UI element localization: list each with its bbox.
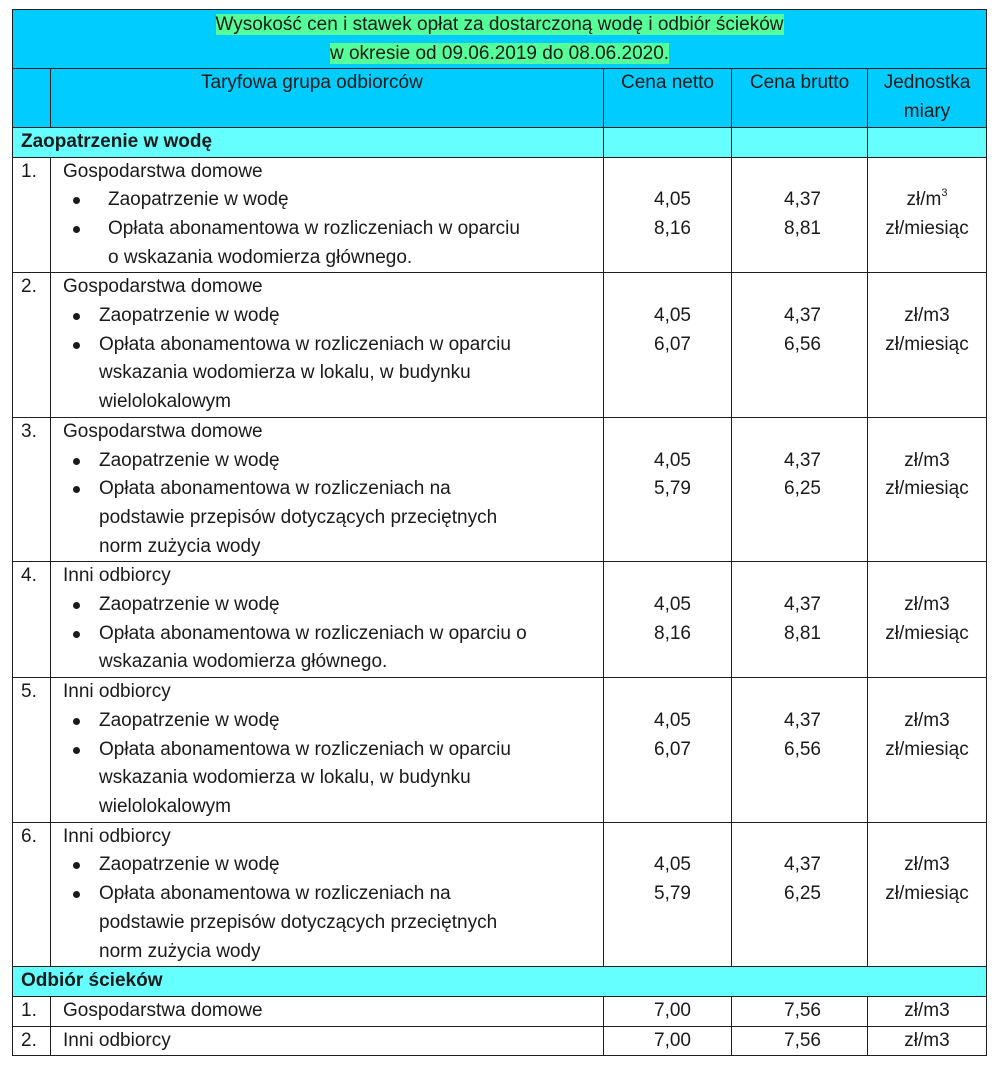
price-gross-line-2: 6,56 — [784, 333, 821, 355]
table-title-row — [13, 10, 987, 69]
charge-item-subscription-line: Opłata abonamentowa w rozliczeniach na — [99, 883, 451, 905]
customer-group-text: Gospodarstwa domowe — [63, 999, 263, 1021]
price-gross-line-1: 4,37 — [784, 594, 821, 616]
charge-item-water — [63, 186, 603, 215]
price-net-line-2: 5,79 — [654, 883, 691, 905]
price-net — [604, 417, 732, 562]
unit-line-1 — [868, 302, 986, 331]
section-header-sewage — [13, 967, 987, 997]
charge-item-subscription-line: Opłata abonamentowa w rozliczeniach w oparciu o — [99, 622, 527, 644]
header-net: Cena netto — [604, 69, 732, 127]
charge-list — [63, 591, 603, 677]
header-group: Taryfowa grupa odbiorców — [51, 69, 604, 127]
price-gross-line-1: 4,37 — [784, 709, 821, 731]
price-gross-line-2: 6,56 — [784, 738, 821, 760]
row-number-text: 2. — [21, 276, 37, 298]
price-net-line-1: 4,05 — [654, 449, 691, 471]
unit-of-measure — [868, 678, 987, 823]
row-number — [13, 678, 51, 823]
customer-group: Gospodarstwa domowe — [63, 160, 263, 182]
table-row — [13, 417, 987, 562]
charge-list — [63, 707, 603, 822]
price-net-line-1: 4,05 — [654, 305, 691, 327]
unit-line-1 — [868, 591, 986, 620]
column-header-row — [13, 69, 987, 127]
charge-item-subscription-line: Opłata abonamentowa w rozliczeniach w oparciu — [99, 738, 511, 760]
table-row — [13, 822, 987, 967]
charge-item-subscription — [63, 620, 603, 677]
row-description — [51, 562, 604, 678]
charge-item-subscription-line: wskazania wodomierza w lokalu, w budynku — [99, 767, 471, 789]
row-number — [13, 562, 51, 678]
unit-line-1 — [868, 707, 986, 736]
unit-line-2: zł/miesiąc — [885, 217, 969, 239]
header-unit-line-2: miary — [903, 101, 951, 123]
tariff-table — [12, 9, 987, 1056]
price-gross — [732, 1026, 868, 1056]
table-row — [13, 562, 987, 678]
price-net-line-2: 6,07 — [654, 738, 691, 760]
price-net — [604, 562, 732, 678]
price-net-line-2: 5,79 — [654, 478, 691, 500]
customer-group: Inni odbiorcy — [63, 565, 171, 587]
charge-item-subscription — [63, 736, 603, 822]
unit-line-1 — [868, 186, 986, 215]
row-number-text: 2. — [21, 1029, 37, 1051]
unit-volume: zł/m3 — [904, 449, 950, 471]
customer-group: Inni odbiorcy — [63, 825, 171, 847]
charge-item-subscription-line: Opłata abonamentowa w rozliczeniach na — [99, 478, 451, 500]
charge-list — [63, 851, 603, 966]
price-gross-line-2: 8,81 — [784, 217, 821, 239]
header-unit-line-1: Jednostka — [883, 72, 971, 94]
row-description — [51, 273, 604, 418]
row-description — [51, 417, 604, 562]
charge-item-water-label: Zaopatrzenie w wodę — [99, 449, 280, 471]
section-label-water: Zaopatrzenie w wodę — [13, 127, 604, 157]
section-header-water — [13, 127, 987, 157]
unit-volume: zł/m3 — [904, 305, 950, 327]
charge-item-water-label: Zaopatrzenie w wodę — [99, 594, 280, 616]
unit-of-measure — [868, 157, 987, 273]
price-gross-line-1: 4,37 — [784, 189, 821, 211]
charge-item-subscription — [63, 331, 603, 417]
price-net-line-2: 8,16 — [654, 217, 691, 239]
price-gross-line-1: 4,37 — [784, 854, 821, 876]
price-net — [604, 678, 732, 823]
row-number — [13, 273, 51, 418]
price-gross-line-1: 4,37 — [784, 305, 821, 327]
charge-item-subscription-line: wielolokalowym — [99, 391, 231, 413]
price-net-line-2: 6,07 — [654, 333, 691, 355]
customer-group: Gospodarstwa domowe — [63, 276, 263, 298]
unit-volume: zł/m3 — [904, 854, 950, 876]
unit-of-measure — [868, 417, 987, 562]
row-number — [13, 996, 51, 1026]
row-number-text: 3. — [21, 420, 37, 442]
charge-item-subscription-line: Opłata abonamentowa w rozliczeniach w oparciu — [108, 217, 520, 239]
customer-group — [51, 1026, 604, 1056]
charge-list — [63, 447, 603, 562]
charge-list — [63, 302, 603, 417]
unit-line-2: zł/miesiąc — [885, 738, 969, 760]
unit-of-measure-text: zł/m3 — [904, 999, 950, 1021]
charge-item-water-label: Zaopatrzenie w wodę — [99, 709, 280, 731]
unit-line-2: zł/miesiąc — [885, 883, 969, 905]
row-number-text: 1. — [21, 999, 37, 1021]
price-net-line-1: 4,05 — [654, 189, 691, 211]
price-gross — [732, 417, 868, 562]
table-row — [13, 1026, 987, 1056]
title-line-2: w okresie od 09.06.2019 do 08.06.2020. — [329, 42, 670, 64]
charge-item-subscription-line: norm zużycia wody — [99, 940, 261, 962]
price-net — [604, 273, 732, 418]
price-gross — [732, 678, 868, 823]
unit-volume: zł/m3 — [904, 709, 950, 731]
charge-item-subscription-line: wskazania wodomierza w lokalu, w budynku — [99, 362, 471, 384]
section-label-sewage: Odbiór ścieków — [13, 967, 987, 997]
row-description — [51, 157, 604, 273]
unit-line-1 — [868, 851, 986, 880]
header-gross: Cena brutto — [732, 69, 868, 127]
charge-item-water — [63, 851, 603, 880]
row-number — [13, 1026, 51, 1056]
charge-item-water-label: Zaopatrzenie w wodę — [108, 189, 289, 211]
price-net-text: 7,00 — [654, 1029, 691, 1051]
price-gross — [732, 273, 868, 418]
charge-item-subscription — [63, 475, 603, 561]
row-description — [51, 678, 604, 823]
unit-line-2: zł/miesiąc — [885, 333, 969, 355]
table-row — [13, 678, 987, 823]
price-gross-text: 7,56 — [784, 1029, 821, 1051]
price-net-line-1: 4,05 — [654, 854, 691, 876]
table-row — [13, 996, 987, 1026]
price-net — [604, 157, 732, 273]
price-gross — [732, 562, 868, 678]
price-gross — [732, 822, 868, 967]
price-gross-line-2: 8,81 — [784, 622, 821, 644]
row-number-text: 4. — [21, 565, 37, 587]
charge-item-water-label: Zaopatrzenie w wodę — [99, 305, 280, 327]
price-net — [604, 822, 732, 967]
unit-line-1 — [868, 447, 986, 476]
unit-of-measure — [868, 273, 987, 418]
charge-item-subscription-line: wskazania wodomierza głównego. — [99, 651, 388, 673]
title-line-1: Wysokość cen i stawek opłat za dostarczoną wodę i odbiór ścieków — [215, 14, 784, 35]
charge-item-subscription-line: podstawie przepisów dotyczących przeciętnych — [99, 911, 498, 933]
row-number-text: 6. — [21, 825, 37, 847]
unit-of-measure-text: zł/m3 — [904, 1029, 950, 1051]
charge-list — [63, 186, 603, 272]
row-number — [13, 822, 51, 967]
price-net — [604, 996, 732, 1026]
unit-volume: zł/m — [906, 189, 942, 211]
price-gross — [732, 996, 868, 1026]
charge-item-subscription-line: norm zużycia wody — [99, 535, 261, 557]
charge-item-subscription-line: Opłata abonamentowa w rozliczeniach w oparciu — [99, 333, 511, 355]
unit-superscript: 3 — [941, 187, 948, 200]
unit-of-measure — [868, 822, 987, 967]
charge-item-subscription — [63, 215, 603, 272]
customer-group-text: Inni odbiorcy — [63, 1029, 171, 1051]
customer-group: Gospodarstwa domowe — [63, 420, 263, 442]
price-gross-line-1: 4,37 — [784, 449, 821, 471]
price-net — [604, 1026, 732, 1056]
table-row — [13, 157, 987, 273]
unit-line-2: zł/miesiąc — [885, 622, 969, 644]
charge-item-subscription-line: podstawie przepisów dotyczących przeciętnych — [99, 506, 498, 528]
unit-of-measure — [868, 1026, 987, 1056]
price-net-line-2: 8,16 — [654, 622, 691, 644]
charge-item-subscription-line: wielolokalowym — [99, 795, 231, 817]
row-number — [13, 157, 51, 273]
customer-group: Inni odbiorcy — [63, 681, 171, 703]
price-net-line-1: 4,05 — [654, 594, 691, 616]
charge-item-subscription — [63, 880, 603, 966]
row-description — [51, 822, 604, 967]
table-row — [13, 273, 987, 418]
header-num — [13, 69, 51, 127]
row-number-text: 5. — [21, 681, 37, 703]
charge-item-water — [63, 591, 603, 620]
price-gross-text: 7,56 — [784, 999, 821, 1021]
unit-volume: zł/m3 — [904, 594, 950, 616]
charge-item-water — [63, 707, 603, 736]
row-number-text: 1. — [21, 160, 37, 182]
row-number — [13, 417, 51, 562]
unit-line-2: zł/miesiąc — [885, 478, 969, 500]
charge-item-water — [63, 447, 603, 476]
customer-group — [51, 996, 604, 1026]
charge-item-water — [63, 302, 603, 331]
price-net-text: 7,00 — [654, 999, 691, 1021]
price-gross-line-2: 6,25 — [784, 883, 821, 905]
price-gross-line-2: 6,25 — [784, 478, 821, 500]
header-unit — [868, 69, 987, 127]
charge-item-water-label: Zaopatrzenie w wodę — [99, 854, 280, 876]
unit-of-measure — [868, 562, 987, 678]
price-net-line-1: 4,05 — [654, 709, 691, 731]
price-gross — [732, 157, 868, 273]
table-title — [13, 10, 987, 69]
unit-of-measure — [868, 996, 987, 1026]
charge-item-subscription-line: o wskazania wodomierza głównego. — [108, 246, 413, 268]
